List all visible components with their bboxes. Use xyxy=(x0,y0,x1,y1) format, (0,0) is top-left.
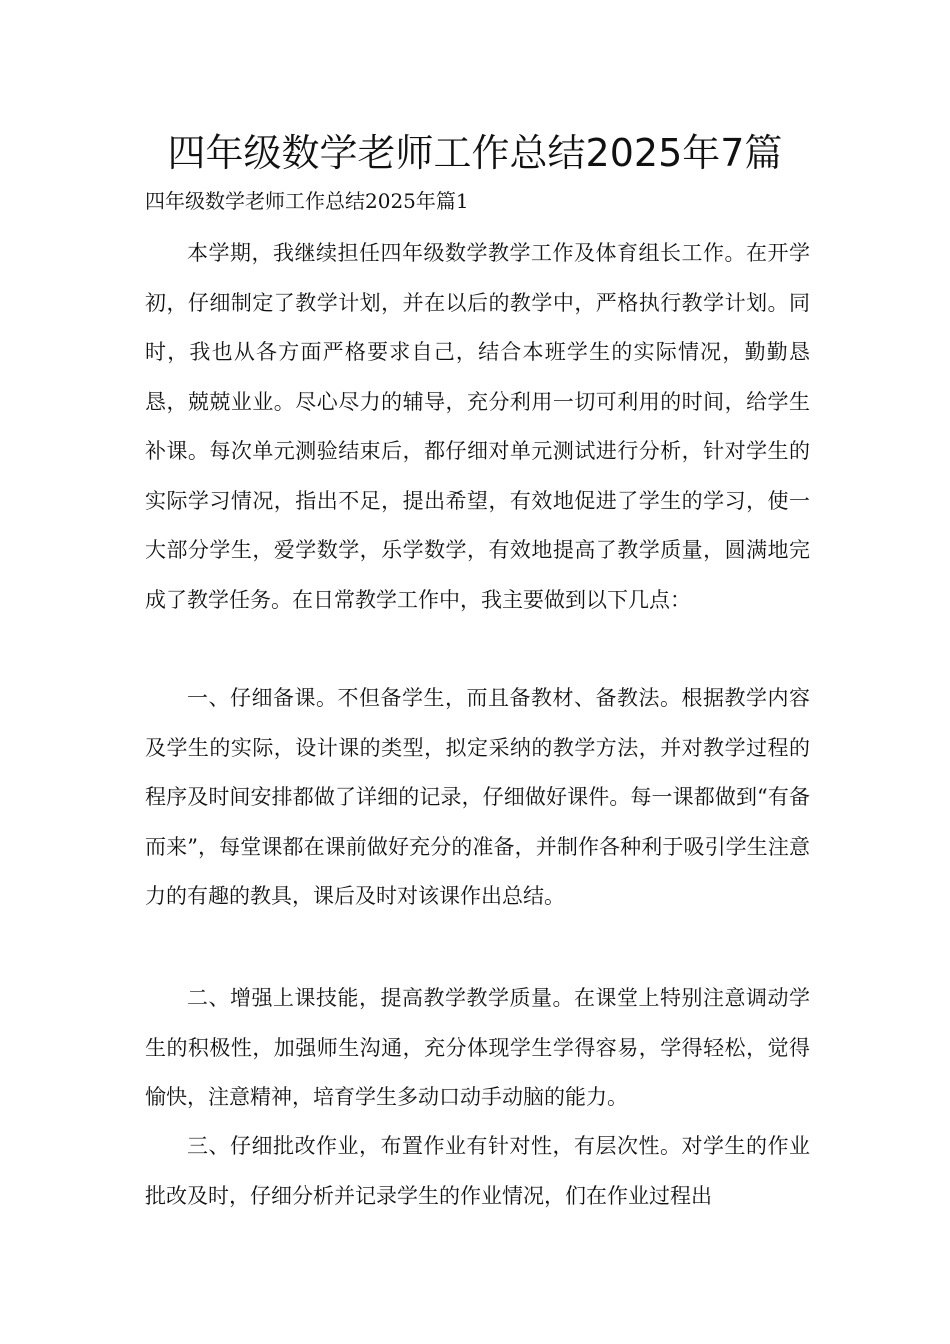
paragraph-point-2: 二、增强上课技能，提高教学教学质量。在课堂上特别注意调动学生的积极性，加强师生沟通，充分体现学生学得容易，学得轻松，觉得愉快，注意精神，培育学生多动口动手动脑的能力。 xyxy=(145,986,810,1109)
paragraph-point-1: 一、仔细备课。不但备学生，而且备教材、备教法。根据教学内容及学生的实际，设计课的类型，拟定采纳的教学方法，并对教学过程的程序及时间安排都做了详细的记录，仔细做好课件。每一课都做到“有备而来”，每堂课都在课前做好充分的准备，并制作各种利于吸引学生注意力的有趣的教具，课后及时对该课作出总结。 xyxy=(145,686,810,908)
paragraph-point-3: 三、仔细批改作业，布置作业有针对性，有层次性。对学生的作业批改及时，仔细分析并记录学生的作业情况，们在作业过程出 xyxy=(145,1134,810,1208)
paragraph-intro: 本学期，我继续担任四年级数学教学工作及体育组长工作。在开学初，仔细制定了教学计划，并在以后的教学中，严格执行教学计划。同时，我也从各方面严格要求自己，结合本班学生的实际情况，勤勤恳恳，兢兢业业。尽心尽力的辅导，充分利用一切可利用的时间，给学生补课。每次单元测验结束后，都仔细对单元测试进行分析，针对学生的实际学习情况，指出不足，提出希望，有效地促进了学生的学习，使一大部分学生，爱学数学，乐学数学，有效地提高了教学质量，圆满地完成了教学任务。在日常教学工作中，我主要做到以下几点： xyxy=(145,241,810,612)
document-title: 四年级数学老师工作总结2025年7篇 xyxy=(167,131,783,175)
section-heading: 四年级数学老师工作总结2025年篇1 xyxy=(145,189,469,213)
